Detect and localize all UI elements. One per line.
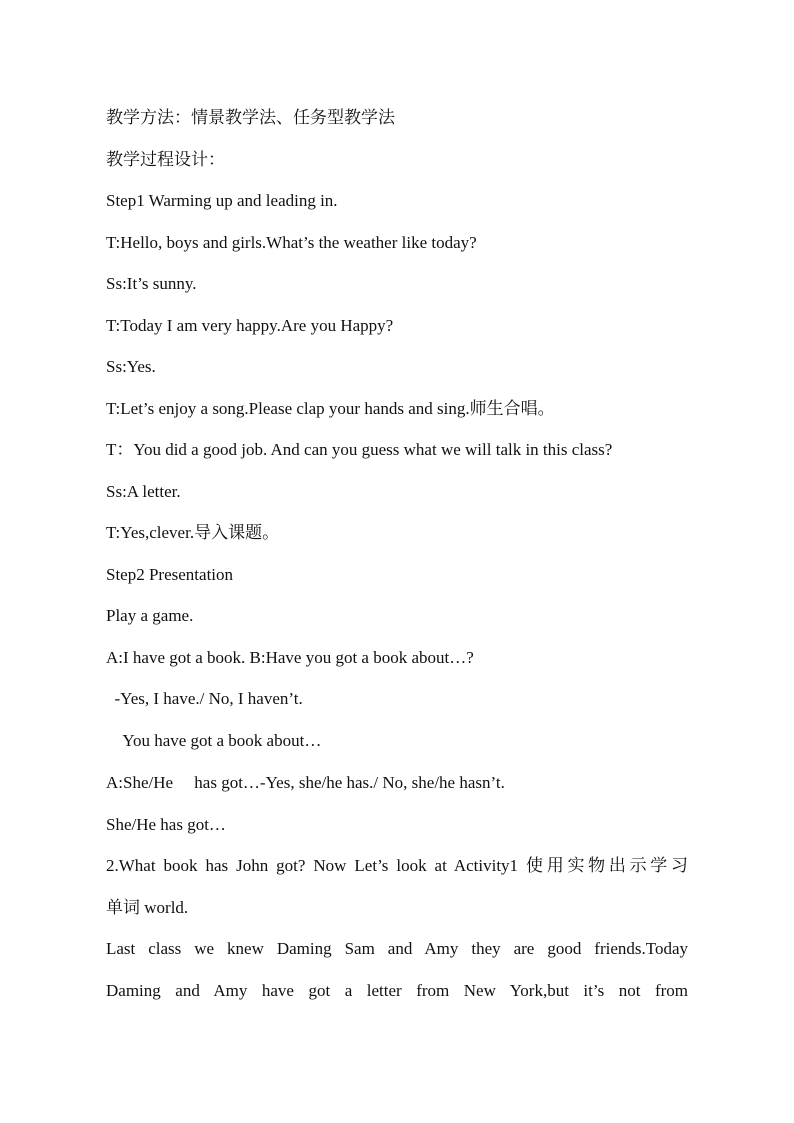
paragraph-line: 单词 world. xyxy=(106,898,189,917)
teaching-methods-line: 教学方法：情景教学法、任务型教学法 xyxy=(106,108,395,127)
paragraph-line: Daming and Amy have got a letter from New York,but it’s not from xyxy=(106,981,688,1000)
step1-heading: Step1 Warming up and leading in. xyxy=(106,191,338,210)
dialogue-line: T:Let’s enjoy a song.Please clap your hands and sing.师生合唱。 xyxy=(106,399,555,418)
teaching-process-heading: 教学过程设计： xyxy=(106,150,225,169)
activity-line: You have got a book about… xyxy=(106,731,322,750)
paragraph-line: Last class we knew Daming Sam and Amy they are good friends.Today xyxy=(106,939,688,958)
activity-line: -Yes, I have./ No, I haven’t. xyxy=(106,689,303,708)
activity-line: A:I have got a book. B:Have you got a book about…? xyxy=(106,648,474,667)
dialogue-line: T:Yes,clever.导入课题。 xyxy=(106,523,280,542)
paragraph-line: 2.What book has John got? Now Let’s look at Activity1 使用实物出示学习 xyxy=(106,856,688,875)
step2-heading: Step2 Presentation xyxy=(106,565,234,584)
activity-line: A:She/He has got…-Yes, she/he has./ No, she/he hasn’t. xyxy=(106,773,505,792)
dialogue-line: T:Today I am very happy.Are you Happy? xyxy=(106,316,394,335)
dialogue-line: T：You did a good job. And can you guess what we will talk in this class? xyxy=(106,440,613,459)
dialogue-line: Ss:It’s sunny. xyxy=(106,274,197,293)
dialogue-line: Ss:A letter. xyxy=(106,482,181,501)
dialogue-line: T:Hello, boys and girls.What’s the weather like today? xyxy=(106,233,477,252)
activity-line: She/He has got… xyxy=(106,815,226,834)
dialogue-line: Ss:Yes. xyxy=(106,357,156,376)
activity-line: Play a game. xyxy=(106,606,194,625)
